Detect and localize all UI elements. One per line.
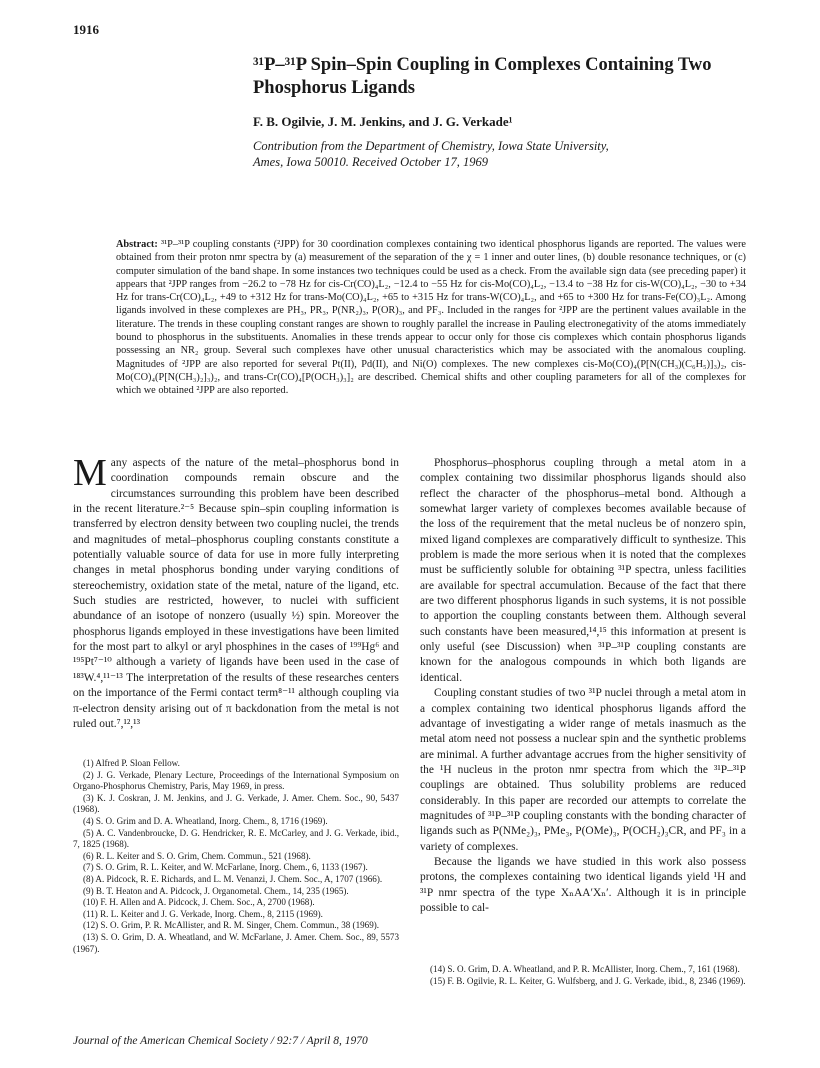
footnotes-right bbox=[420, 964, 746, 987]
journal-footer: Journal of the American Chemical Society / 92:7 / April 8, 1970 bbox=[73, 1035, 368, 1047]
article-header bbox=[253, 54, 753, 170]
footnote: (1) Alfred P. Sloan Fellow. bbox=[83, 758, 180, 768]
article-title bbox=[253, 54, 753, 100]
intro-paragraph-text: any aspects of the nature of the metal–phosphorus bond in coordination compounds remain obscure and the circumstances surrounding this problem have been described in the recent literature.²⁻⁵ Because spin–spin coupling information is transferred by electron density between two coupling nuclei, the trends and magnitudes of metal–phosphorus coupling constants constitute a potentially valuable source of data for use in more fully interpreting changes in metal phosphorus bonding under varying conditions of stereochemistry, oxidation state of the metal, nature of the ligand, etc. Such studies are restricted, however, to nuclei with sufficient abundance of an isotope of nonzero (usually ½) spin. Moreover the phosphorus ligands employed in these investigations have been limited for the most part to alkyl or aryl phosphines in the cases of ¹⁹⁹Hg⁶ and ¹⁹⁵Pt⁷⁻¹⁰ although a variety of ligands have been used in the case of ¹⁸³W.⁴,¹¹⁻¹³ The interpretation of the results of these researches centers on the importance of the Fermi contact term⁸⁻¹¹ although coupling via π-electron density arising out of π backdonation from the metal is not ruled out.⁷,¹²,¹³ bbox=[73, 457, 399, 730]
footnote: (12) S. O. Grim, P. R. McAllister, and R. M. Singer, Chem. Commun., 38 (1969). bbox=[83, 920, 380, 931]
body-paragraph: Because the ligands we have studied in this work also possess protons, the complexes containing two identical ligands yield ¹H and ³¹P nmr spectra of the type XₙAA′Xₙ′. Although it is in principle possible to cal- bbox=[420, 855, 746, 914]
footnote: (8) A. Pidcock, R. E. Richards, and L. M. Venanzi, J. Chem. Soc., A, 1707 (1966). bbox=[83, 873, 383, 884]
footnote: (5) A. C. Vandenbroucke, D. G. Hendricker, R. E. McCarley, and J. G. Verkade, ibid., 7, 1825 (1968). bbox=[73, 827, 399, 850]
footnote: (4) S. O. Grim and D. A. Wheatland, Inorg. Chem., 8, 1716 (1969). bbox=[83, 815, 328, 826]
footnote: (3) K. J. Coskran, J. M. Jenkins, and J. G. Verkade, J. Amer. Chem. Soc., 90, 5437 (1968). bbox=[73, 792, 399, 815]
abstract-label: Abstract: bbox=[116, 239, 158, 250]
drop-cap: M bbox=[73, 452, 107, 494]
affiliation-line-2: Ames, Iowa 50010. Received October 17, 1969 bbox=[253, 155, 489, 169]
body-paragraph: Coupling constant studies of two ³¹P nuclei through a metal atom in a complex containing two identical phosphorus ligands afford the advantage of investigating a wider range of metals inasmuch as the metal atom need not possess a nuclear spin and the synthetic problems are minimal. A further advantage accrues from the higher sensitivity of the ¹H nucleus in the proton nmr spectra from which the ³¹P–³¹P couplings are obtained. Thus solubility problems are reduced considerably. In this paper are recorded our attempts to correlate the magnitudes of ³¹P–³¹P coupling constants with the bonding character of ligands such as P(NMe₂)₃, PMe₃, P(OMe)₃, P(OCH₂)₃CR, and PF₃ in a variety of complexes. bbox=[420, 687, 746, 853]
footnote: (10) F. H. Allen and A. Pidcock, J. Chem. Soc., A, 2700 (1968). bbox=[83, 897, 315, 908]
footnotes-left bbox=[73, 758, 399, 955]
abstract bbox=[116, 238, 746, 398]
title-line-2: Phosphorus Ligands bbox=[253, 78, 415, 98]
footnote: (15) F. B. Ogilvie, R. L. Keiter, G. Wulfsberg, and J. G. Verkade, ibid., 8, 2346 (1969). bbox=[430, 975, 746, 986]
abstract-text: ³¹P–³¹P coupling constants (²JPP) for 30 coordination complexes containing two identical phosphorus ligands are reported. The values were obtained from their proton nmr spectra by (a) measurement of the separation of the χ = 1 inner and outer lines, (b) double resonance techniques, or (c) computer simulation of the band shape. In some instances two techniques could be used as a check. From the available sign data (see preceding paper) it appears that ²JPP ranges from −26.2 to −78 Hz for cis-Cr(CO)₄L₂, −12.4 to −55 Hz for cis-Mo(CO)₄L₂, −13.4 to −38 Hz for cis-W(CO)₄L₂, −30 to +34 Hz for trans-Cr(CO)₄L₂, +49 to +312 Hz for trans-Mo(CO)₄L₂, +65 to +315 Hz for trans-W(CO)₄L₂, and +65 to +300 Hz for trans-Fe(CO)₃L₂. Among ligands involved in these complexes are PH₃, PR₃, P(NR₂)₃, P(OR)₃, and PF₃. Included in the ranges for ²JPP are the pertinent values available in the literature. The trends in these coupling constant ranges are shown to roughly parallel the increase in Pauling electronegativity of the atoms immediately bound to phosphorus in the substituents. Anomalies in these trends appear to occur only for those cis complexes which contain phosphorus ligands possessing an NR₂ group. Several such complexes have other unusual characteristics which may be associated with the anomalous coupling. Magnitudes of ²JPP are also reported for several Pt(II), Pd(II), and Ni(O) complexes. The new complexes cis-Mo(CO)₄(P[N(CH₃)(C₆H₅)]₃)₂, cis-Mo(CO)₄(P[N(CH₃)₂]₃)₂, and trans-Cr(CO)₄[P(OCH₃)₃]₂ are described. Chemical shifts and other coupling parameters for all of the complexes for which we obtained ²JPP are also reported. bbox=[116, 239, 747, 397]
affiliation-line-1: Contribution from the Department of Chemistry, Iowa State University, bbox=[253, 139, 609, 153]
author-list: F. B. Ogilvie, J. M. Jenkins, and J. G. Verkade¹ bbox=[253, 114, 513, 129]
footnote: (9) B. T. Heaton and A. Pidcock, J. Organometal. Chem., 14, 235 (1965). bbox=[83, 885, 349, 896]
body-column-left bbox=[73, 452, 399, 732]
page-number: 1916 bbox=[73, 22, 99, 37]
footnote: (2) J. G. Verkade, Plenary Lecture, Proceedings of the International Symposium on Organo-Phosphorus Chemistry, Paris, May 1969, in press. bbox=[73, 769, 399, 792]
footnote: (6) R. L. Keiter and S. O. Grim, Chem. Commun., 521 (1968). bbox=[83, 850, 311, 861]
footnote: (7) S. O. Grim, R. L. Keiter, and W. McFarlane, Inorg. Chem., 6, 1133 (1967). bbox=[83, 862, 368, 873]
footnote: (11) R. L. Keiter and J. G. Verkade, Inorg. Chem., 8, 2115 (1969). bbox=[83, 908, 323, 919]
body-paragraph: Phosphorus–phosphorus coupling through a metal atom in a complex containing two dissimilar phosphorus ligands should also reflect the character of the phosphorus–metal bond. Although a somewhat larger variety of complexes becomes available because of the loss of the requirement that the metal nucleus be of nonzero spin, mixed ligand complexes are comparatively difficult to synthesize. This problem is made the more serious when it is noted that the complexes must be sufficiently soluble for obtaining ³¹P spectra, unless facilities are available for spectral accumulation. Because of the fact that there are two different phosphorus ligands in such systems, it is not possible to apportion the coupling constants between them. Although several such constants have been measured,¹⁴,¹⁵ this information at present is only useful (see Discussion) when ³¹P–³¹P coupling constants are known for the analogous compounds in which both ligands are identical. bbox=[420, 457, 746, 684]
title-line-1: ³¹P–³¹P Spin–Spin Coupling in Complexes Containing Two bbox=[253, 55, 712, 75]
affiliation bbox=[253, 138, 753, 170]
body-column-right bbox=[420, 456, 746, 916]
footnote: (14) S. O. Grim, D. A. Wheatland, and P. R. McAllister, Inorg. Chem., 7, 161 (1968). bbox=[430, 964, 740, 974]
intro-paragraph bbox=[73, 452, 399, 732]
footnote: (13) S. O. Grim, D. A. Wheatland, and W. McFarlane, J. Amer. Chem. Soc., 89, 5573 (1967). bbox=[73, 931, 399, 954]
